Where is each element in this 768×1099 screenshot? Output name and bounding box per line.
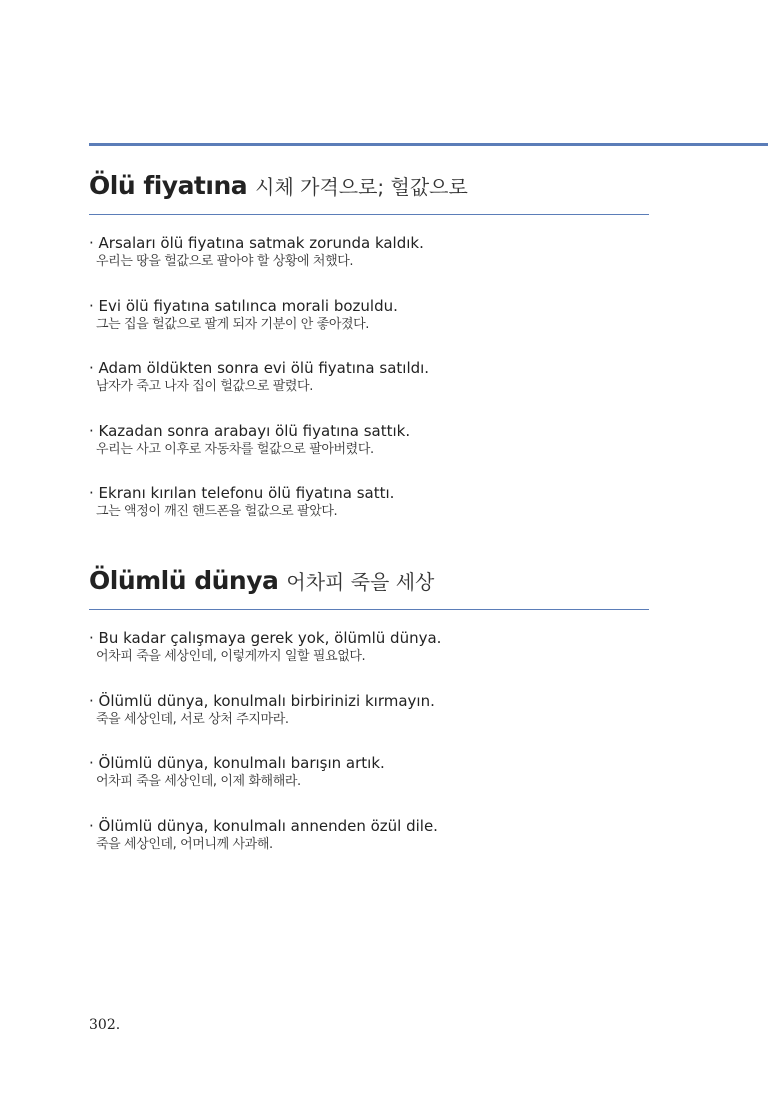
idiom-title-korean: 시체 가격으로; 헐값으로 [255, 175, 468, 199]
idiom-heading [89, 563, 649, 599]
example-korean: 우리는 땅을 헐값으로 팔아야 할 상황에 처했다. [96, 254, 354, 269]
idiom-title-turkish: Ölü fiyatına [89, 171, 248, 200]
example-item [89, 691, 649, 754]
example-korean: 어차피 죽을 세상인데, 이렇게까지 일할 필요없다. [96, 649, 366, 664]
example-korean: 그는 액정이 깨진 핸드폰을 헐값으로 팔았다. [96, 504, 338, 519]
example-korean: 죽을 세상인데, 어머니께 사과해. [96, 836, 273, 852]
example-korean: 어차피 죽을 세상인데, 이제 화해해라. [96, 774, 301, 789]
top-rule [89, 143, 768, 146]
example-item [89, 358, 649, 421]
example-korean: 우리는 사고 이후로 자동차를 헐값으로 팔아버렸다. [96, 441, 374, 457]
example-item [89, 233, 649, 296]
idiom-section-olumlu-dunya [89, 563, 649, 878]
example-item [89, 816, 649, 879]
example-korean: 남자가 죽고 나자 집이 헐값으로 팔렸다. [96, 379, 313, 394]
example-turkish: · Kazadan sonra arabayı ölü fiyatına sattık. [89, 421, 411, 440]
example-turkish: · Arsaları ölü fiyatına satmak zorunda kaldık. [89, 234, 424, 252]
idiom-title-korean: 어차피 죽을 세상 [286, 570, 435, 594]
example-korean: 죽을 세상인데, 서로 상처 주지마라. [96, 711, 289, 727]
idiom-heading [89, 168, 649, 204]
example-turkish: · Evi ölü fiyatına satılınca morali bozuldu. [89, 296, 398, 315]
example-item [89, 753, 649, 816]
idiom-title-turkish: Ölümlü dünya [89, 566, 279, 595]
page-number: 302. [89, 1017, 121, 1033]
example-turkish: · Ölümlü dünya, konulmalı annenden özül dile. [89, 816, 438, 835]
heading-divider [89, 609, 649, 610]
example-korean: 그는 집을 헐값으로 팔게 되자 기분이 안 좋아졌다. [96, 316, 370, 332]
example-item [89, 628, 649, 691]
example-item [89, 483, 649, 546]
idiom-section-olu-fiyatina [89, 168, 649, 546]
example-turkish: · Bu kadar çalışmaya gerek yok, ölümlü dünya. [89, 629, 442, 647]
example-item [89, 296, 649, 359]
example-turkish: · Adam öldükten sonra evi ölü fiyatına satıldı. [89, 359, 430, 377]
example-turkish: · Ekranı kırılan telefonu ölü fiyatına sattı. [89, 484, 395, 502]
heading-divider [89, 214, 649, 215]
example-item [89, 421, 649, 484]
example-list [89, 628, 649, 878]
example-list [89, 233, 649, 546]
example-turkish: · Ölümlü dünya, konulmalı barışın artık. [89, 754, 385, 772]
example-turkish: · Ölümlü dünya, konulmalı birbirinizi kırmayın. [89, 691, 435, 710]
